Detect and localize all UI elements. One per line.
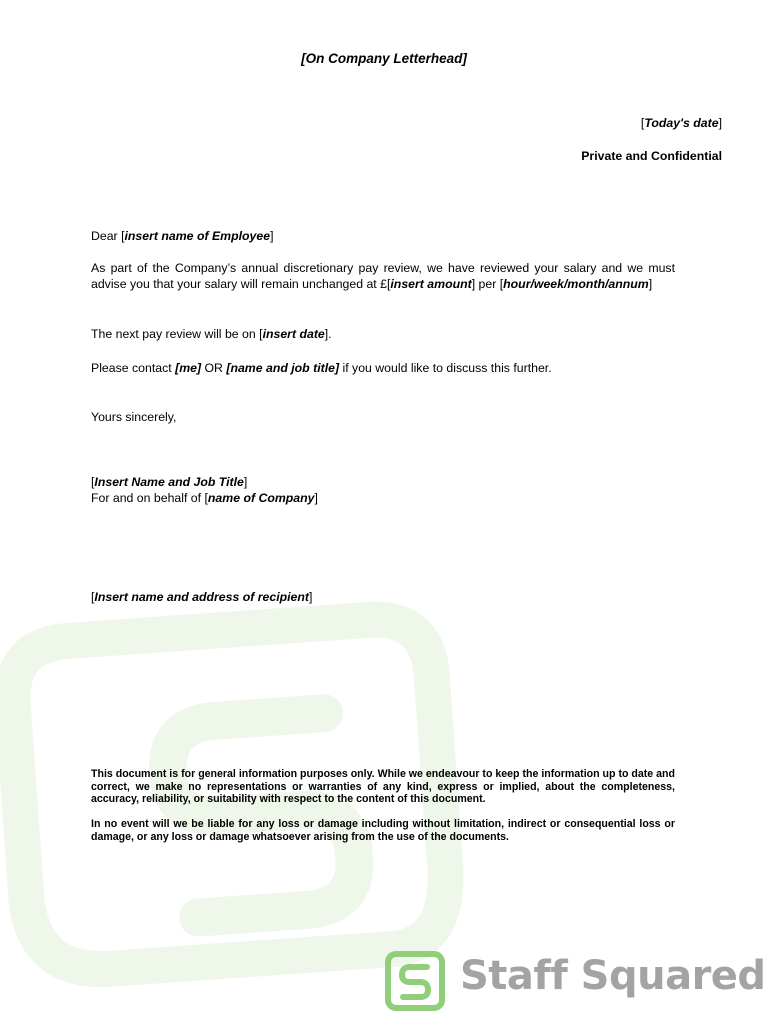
on-behalf-text-1: For and on behalf of [ — [91, 491, 208, 505]
company-placeholder: name of Company — [207, 491, 315, 505]
salary-text-2: ] per [ — [471, 277, 504, 292]
salutation-suffix: ] — [270, 229, 274, 243]
date-bracket-open: [ — [640, 116, 645, 130]
date-placeholder: Today's date — [644, 116, 719, 130]
disclaimer-liability: In no event will we be liable for any loss or damage including without limitation, indirect or consequential loss or damage, or any loss or damage whatsoever arising from the use of the documents. — [91, 818, 675, 843]
employee-name-placeholder: insert name of Employee — [124, 229, 271, 243]
signatory — [91, 474, 675, 490]
contact-paragraph — [91, 360, 675, 376]
date-line — [641, 116, 722, 130]
period-placeholder: hour/week/month/annum — [503, 277, 649, 292]
review-date-placeholder: insert date — [262, 327, 325, 341]
staff-squared-logo-icon — [384, 950, 448, 1014]
salary-paragraph — [91, 260, 675, 292]
salary-text-1: As part of the Company’s annual discretionary pay review, we have reviewed your salary and we must advise you that your salary will remain unchanged at £[ — [91, 261, 675, 292]
signatory-placeholder: Insert Name and Job Title — [94, 475, 244, 489]
recipient-close: ] — [309, 590, 313, 604]
review-text-1: The next pay review will be on [ — [91, 327, 263, 341]
contact-text-3: if you would like to discuss this further. — [339, 361, 552, 375]
letterhead-placeholder: [On Company Letterhead] — [301, 51, 467, 66]
contact-text-1: Please contact — [91, 361, 176, 375]
recipient-placeholder: Insert name and address of recipient — [94, 590, 309, 604]
recipient-open: [ — [91, 590, 95, 604]
on-behalf-line — [91, 490, 675, 506]
signatory-open: [ — [91, 475, 95, 489]
date-bracket-close: ] — [718, 116, 722, 130]
contact-placeholder: [name and job title] — [226, 361, 340, 375]
amount-placeholder: insert amount — [390, 277, 472, 292]
salutation — [91, 228, 675, 244]
closing: Yours sincerely, — [91, 410, 177, 424]
signatory-close: ] — [243, 475, 248, 489]
brand-name: Staff Squared — [460, 953, 766, 999]
confidential-label: Private and Confidential — [581, 149, 722, 163]
contact-text-2: OR — [201, 361, 227, 375]
review-date-paragraph — [91, 326, 675, 342]
on-behalf-text-2: ] — [314, 491, 318, 505]
disclaimer-general: This document is for general information purposes only. While we endeavour to keep the information up to date and correct, we make no representations or warranties of any kind, express or implied, about the completeness, accuracy, reliability, or suitability with respect to the content of this document. — [91, 768, 675, 805]
review-text-2: ]. — [324, 327, 332, 341]
recipient-block — [91, 589, 675, 605]
me-placeholder: [me] — [175, 361, 202, 375]
salary-text-3: ] — [648, 277, 653, 292]
salutation-prefix: Dear [ — [91, 229, 125, 243]
